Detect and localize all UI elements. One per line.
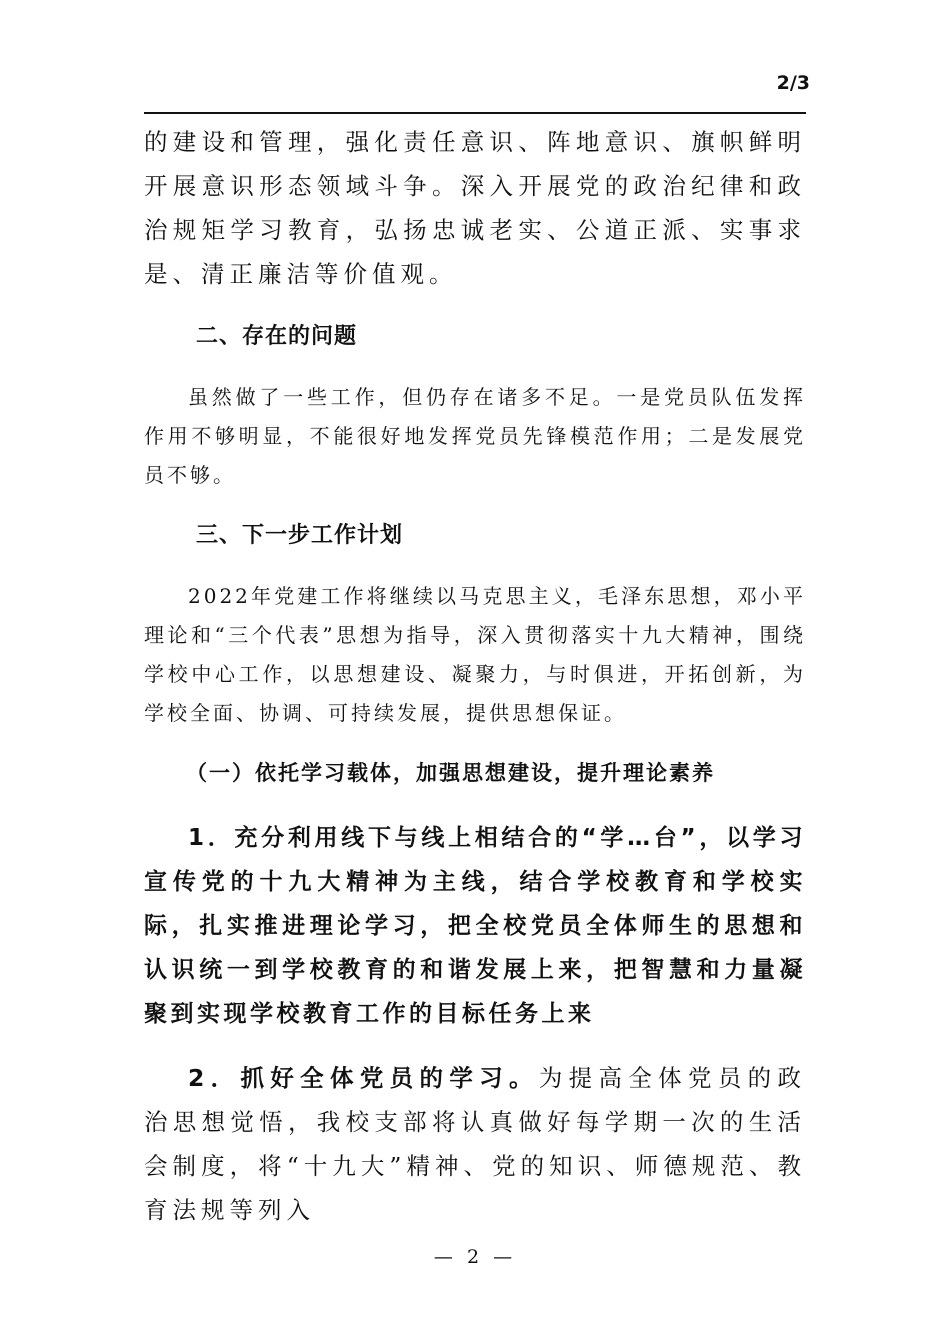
header-divider bbox=[144, 112, 806, 114]
item-2-text: 为提高全体党员的政治思想觉悟，我校支部将认真做好每学期一次的生活会制度，将“十九大”精神、党的知识、师德规范、教育法规等列入 bbox=[144, 1064, 806, 1224]
subsection-1-heading: （一）依托学习载体，加强思想建设，提升理论素养 bbox=[186, 761, 715, 785]
page-counter: 2/3 bbox=[776, 72, 810, 94]
section-3-paragraph: 2022年党建工作将继续以马克思主义，毛泽东思想，邓小平理论和“三个代表”思想为指导，深入贯彻落实十九大精神，围绕学校中心工作，以思想建设、凝聚力，与时俱进，开拓创新，为学校全面、协调、可持续发展，提供思想保证。 bbox=[144, 584, 806, 725]
section-2-paragraph: 虽然做了一些工作，但仍存在诸多不足。一是党员队伍发挥作用不够明显，不能很好地发挥党员先锋模范作用；二是发展党员不够。 bbox=[144, 385, 806, 487]
item-2-title: 2．抓好全体党员的学习。 bbox=[188, 1064, 539, 1092]
continuation-paragraph: 的建设和管理，强化责任意识、阵地意识、旗帜鲜明开展意识形态领域斗争。深入开展党的政治纪律和政治规矩学习教育，弘扬忠诚老实、公道正派、实事求是、清正廉洁等价值观。 bbox=[144, 128, 806, 288]
section-2-heading: 二、存在的问题 bbox=[196, 324, 358, 349]
item-2-paragraph bbox=[144, 1056, 806, 1232]
page-number: — 2 — bbox=[433, 1246, 517, 1268]
item-1-paragraph: 1．充分利用线下与线上相结合的“学…台”，以学习宣传党的十九大精神为主线，结合学校教育和学校实际，扎实推进理论学习，把全校党员全体师生的思想和认识统一到学校教育的和谐发展上来，把智慧和力量凝聚到实现学校教育工作的目标任务上来 bbox=[144, 825, 806, 1027]
section-3-heading: 三、下一步工作计划 bbox=[196, 523, 404, 548]
